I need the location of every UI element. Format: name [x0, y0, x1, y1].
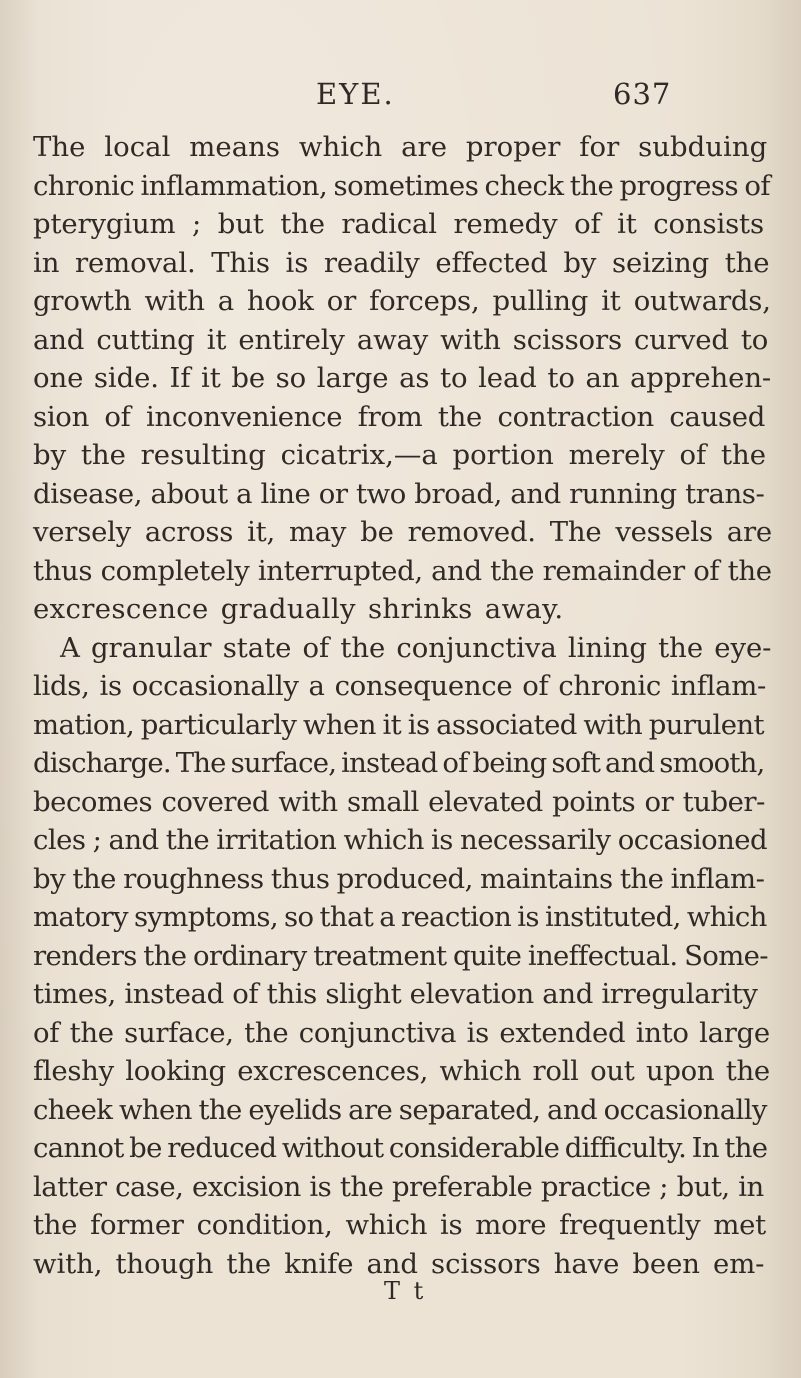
text-line: the former condition, which is more frequently met: [33, 1209, 766, 1241]
text-line: latter case, excision is the preferable practice ; but, in: [33, 1170, 764, 1203]
running-title: EYE.: [316, 77, 395, 111]
text-line: times, instead of this slight elevation and irregularity: [33, 978, 758, 1010]
text-line: of the surface, the conjunctiva is extended into large: [33, 1016, 770, 1049]
text-line: mation, particularly when it is associated with purulent: [33, 708, 764, 741]
running-head: [0, 74, 801, 114]
page-number: 637: [613, 77, 672, 111]
text-line: A granular state of the conjunctiva lining the eye-: [60, 631, 772, 664]
text-line: cles ; and the irritation which is necessarily occasioned: [33, 824, 768, 856]
text-line: and cutting it entirely away with scissors curved to: [33, 323, 769, 356]
text-line: sion of inconvenience from the contraction caused: [33, 400, 766, 433]
text-line: lids, is occasionally a consequence of chronic inflam-: [33, 670, 767, 702]
text-line: one side. If it be so large as to lead to an apprehen-: [33, 362, 772, 394]
text-line: renders the ordinary treatment quite ineffectual. Some-: [33, 939, 768, 972]
text-line: thus completely interrupted, and the remainder of the: [33, 554, 772, 587]
text-line: by the roughness thus produced, maintains the inflam-: [33, 862, 765, 895]
text-line: cannot be reduced without considerable difficulty. In the: [33, 1132, 768, 1164]
text-line: excrescence gradually shrinks away.: [33, 593, 564, 625]
text-line: becomes covered with small elevated points or tuber-: [33, 785, 765, 818]
text-line: growth with a hook or forceps, pulling it outwards,: [33, 285, 771, 317]
signature-mark: T t: [384, 1277, 427, 1305]
text-line: disease, about a line or two broad, and running trans-: [33, 477, 765, 510]
text-line: chronic inflammation, sometimes check the progress of: [33, 169, 771, 202]
text-line: cheek when the eyelids are separated, and occasionally: [33, 1093, 767, 1126]
text-line: fleshy looking excrescences, which roll out upon the: [33, 1055, 770, 1087]
text-line: The local means which are proper for subduing: [33, 131, 768, 163]
text-line: in removal. This is readily effected by seizing the: [33, 246, 770, 279]
text-line: discharge. The surface, instead of being soft and smooth,: [33, 747, 765, 779]
text-line: matory symptoms, so that a reaction is instituted, which: [33, 901, 767, 933]
text-line: versely across it, may be removed. The vessels are: [33, 516, 772, 548]
text-line: pterygium ; but the radical remedy of it consists: [33, 208, 764, 240]
text-line: by the resulting cicatrix,—a portion merely of the: [33, 439, 766, 471]
text-line: with, though the knife and scissors have been em-: [33, 1247, 765, 1280]
